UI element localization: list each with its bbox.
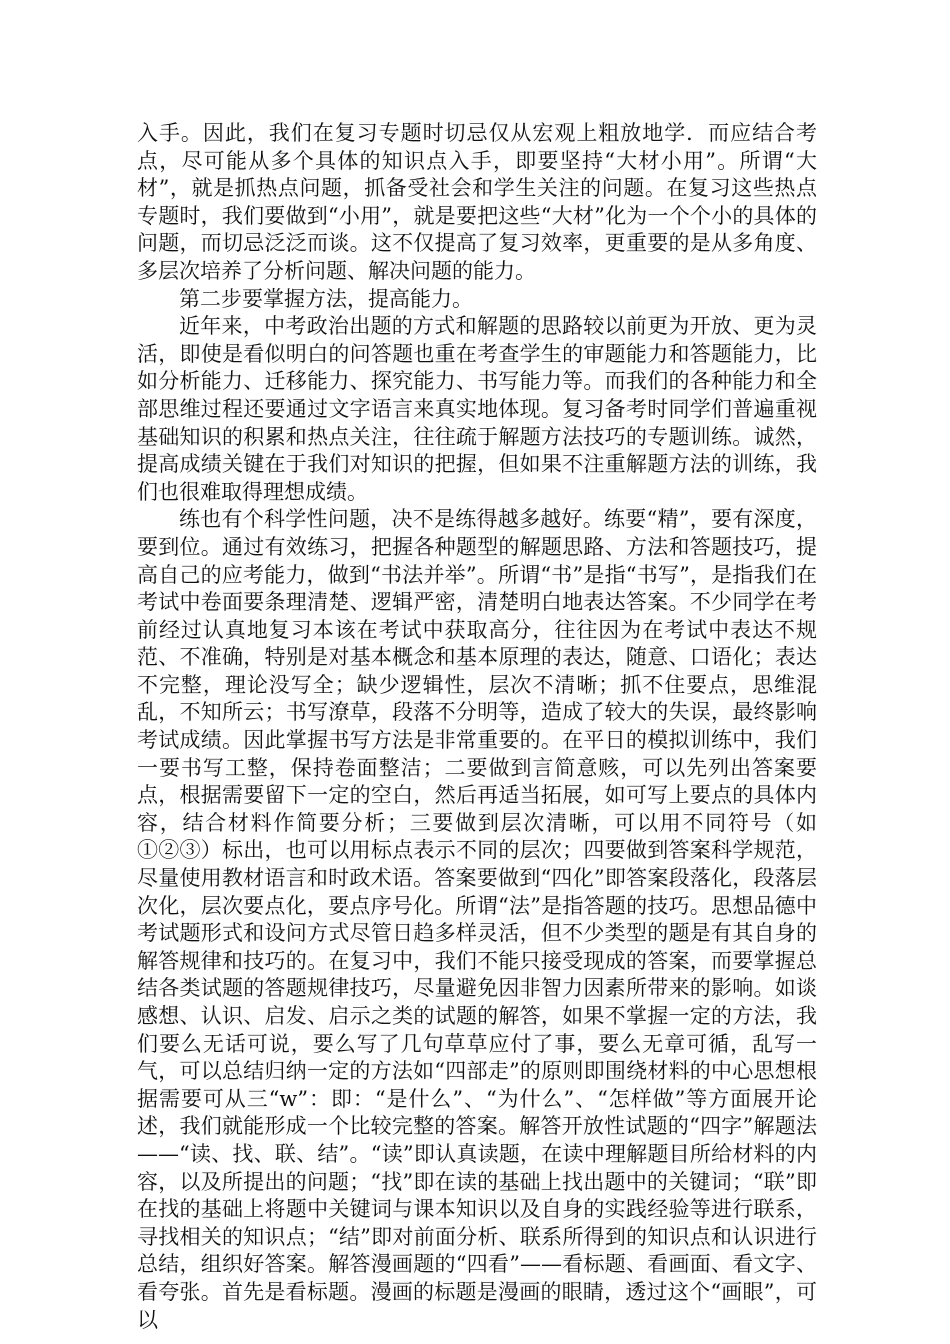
- paragraph-3: 近年来，中考政治出题的方式和解题的思路较以前更为开放、更为灵活，即使是看似明白的问答题也重在考查学生的审题能力和答题能力，比如分析能力、迁移能力、探究能力、书写能力等。而我们的各种能力和全部思维过程还要通过文字语言来真实地体现。复习备考时同学们普遍重视基础知识的积累和热点关注，往往疏于解题方法技巧的专题训练。诚然，提高成绩关键在于我们对知识的把握，但如果不注重解题方法的训练，我们也很难取得理想成绩。: [137, 314, 817, 504]
- document-body: [137, 120, 817, 1334]
- paragraph-4: 练也有个科学性问题，决不是练得越多越好。练要“精”，要有深度，要到位。通过有效练习，把握各种题型的解题思路、方法和答题技巧，提高自己的应考能力，做到“书法并举”。所谓“书”是指“书写”，是指我们在考试中卷面要条理清楚、逻辑严密，清楚明白地表达答案。不少同学在考前经过认真地复习本该在考试中获取高分，往往因为在考试中表达不规范、不准确，特别是对基本概念和基本原理的表达，随意、口语化；表达不完整，理论没写全；缺少逻辑性，层次不清晰；抓不住要点，思维混乱，不知所云；书写潦草，段落不分明等，造成了较大的失误，最终影响考试成绩。因此掌握书写方法是非常重要的。在平日的模拟训练中，我们一要书写工整，保持卷面整洁；二要做到言简意赅，可以先列出答案要点，根据需要留下一定的空白，然后再适当拓展，如可写上要点的具体内容，结合材料作简要分析；三要做到层次清晰，可以用不同符号（如①②③）标出，也可以用标点表示不同的层次；四要做到答案科学规范，尽量使用教材语言和时政术语。答案要做到“四化”即答案段落化，段落层次化，层次要点化，要点序号化。所谓“法”是指答题的技巧。思想品德中考试题形式和设问方式尽管日趋多样灵活，但不少类型的题是有其自身的解答规律和技巧的。在复习中，我们不能只接受现成的答案，而要掌握总结各类试题的答题规律技巧，尽量避免因非智力因素所带来的影响。如谈感想、认识、启发、启示之类的试题的解答，如果不掌握一定的方法，我们要么无话可说，要么写了几句草草应付了事，要么无章可循，乱写一气，可以总结归纳一定的方法如“四部走”的原则即围绕材料的中心思想根据需要可从三“w”：即：“是什么”、“为什么”、“怎样做”等方面展开论述，我们就能形成一个比较完整的答案。解答开放性试题的“四字”解题法——“读、找、联、结”。“读”即认真读题，在读中理解题目所给材料的内容，以及所提出的问题；“找”即在读的基础上找出题中的关键词；“联”即在找的基础上将题中关键词与课本知识以及自身的实践经验等进行联系，寻找相关的知识点；“结”即对前面分析、联系所得到的知识点和认识进行总结，组织好答案。解答漫画题的“四看”——看标题、看画面、看文字、看夸张。首先是看标题。漫画的标题是漫画的眼睛，透过这个“画眼”，可以: [137, 507, 817, 1332]
- paragraph-2: 第二步要掌握方法，提高能力。: [179, 286, 473, 311]
- paragraph-1: 入手。因此，我们在复习专题时切忌仅从宏观上粗放地学．而应结合考点，尽可能从多个具体的知识点入手，即要坚持“大材小用”。所谓“大材”，就是抓热点问题，抓备受社会和学生关注的问题。在复习这些热点专题时，我们要做到“小用”，就是要把这些“大材”化为一个个小的具体的问题，而切忌泛泛而谈。这不仅提高了复习效率，更重要的是从多角度、多层次培养了分析问题、解决问题的能力。: [137, 121, 817, 283]
